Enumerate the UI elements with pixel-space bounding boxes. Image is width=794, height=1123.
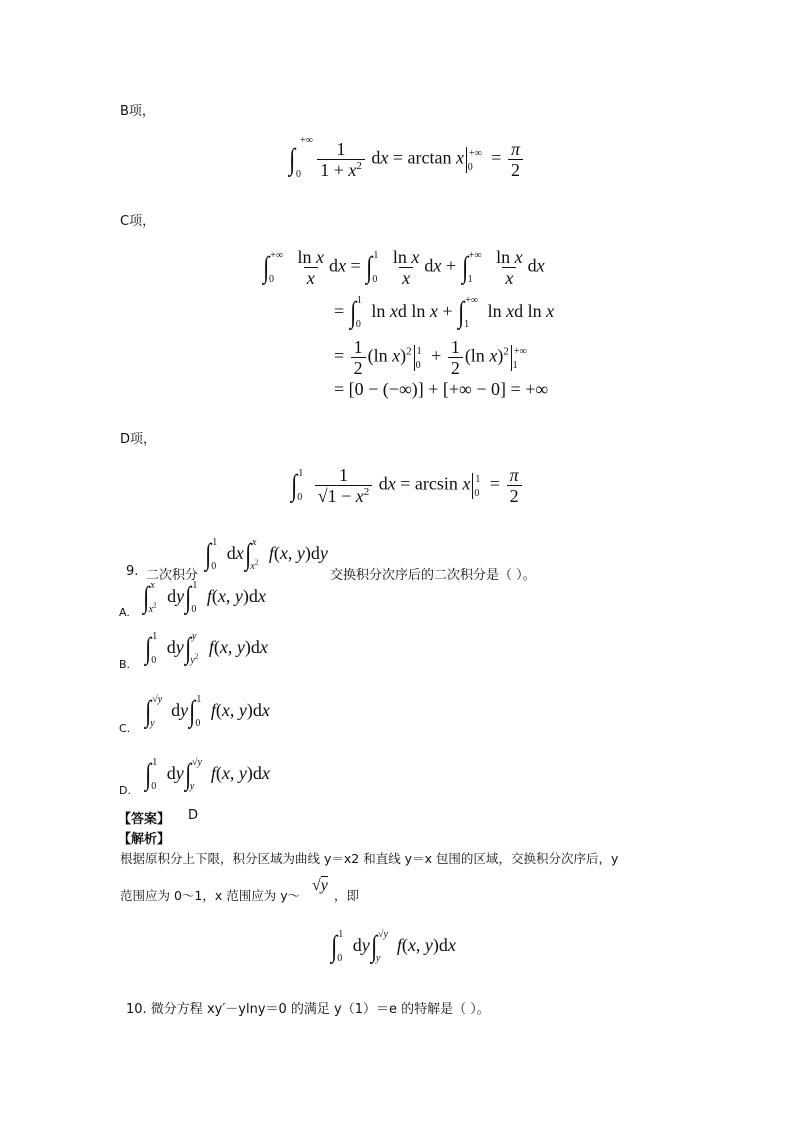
answer-value: D xyxy=(188,808,199,823)
question9-trail: 交换积分次序后的二次积分是（ ）。 xyxy=(330,568,536,583)
option-d-label: D. xyxy=(119,784,131,797)
analysis-label: 【解析】 xyxy=(118,832,171,847)
analysis-sqrt-y: √y xyxy=(312,877,328,894)
formula-b: ∫ +∞ 0 $\frac{1}{1 + x^2}$ dx = arctan x +∞$_0$ = $\frac{\pi}{2}$ xyxy=(288,140,525,179)
formula-d: ∫$^1_0$ $\frac{1}{√1 - x^2}$ dx = arcsin x $^1_0$ = $\frac{\pi}{2}$ xyxy=(290,466,524,505)
option-a-integral: ∫$^x_{x^2}$ dy∫$^1_0$ f(x, y)dx xyxy=(143,580,266,616)
formula-c-line2: = ∫$^1_0$ ln xd $\ln x + \int^{+\infty}_1$ ln xd ln x xyxy=(334,295,555,331)
analysis-result-integral: ∫$^1_0$ dy∫$^{√y}_y$ f(x, y)dx xyxy=(331,929,456,965)
analysis-line1: 根据原积分上下限，积分区域为曲线 y＝x2 和直线 y＝x 包围的区域，交换积分次序后，y xyxy=(120,851,619,866)
option-a-label: A. xyxy=(119,606,130,619)
question10-text: 10. 微分方程 xy′－ylny＝0 的满足 y（1）＝e 的特解是（ ）。 xyxy=(126,1002,490,1017)
formula-c-line1: $\int^{+\infty}_0$ $\frac{\text{ln x}}{x}$ dx = ∫$^1_0$ $\frac{\text{ln x}}{x}$ dx + $\int^{+\infty}_1$ $\frac{\text{ln x}}{x}$ dx xyxy=(263,247,545,288)
section-d-label: D项， xyxy=(120,432,157,447)
section-b-label: B项， xyxy=(120,104,155,119)
question9-integral: ∫$^1_0$ dx∫$^x_{x^2}$ f(x, y)dy xyxy=(205,537,328,573)
answer-label: 【答案】 xyxy=(118,812,171,827)
option-b-integral: ∫$^1_0$ dy∫$^y_{y^2}$ f(x, y)dx xyxy=(145,631,268,667)
question9-number: 9. xyxy=(126,564,139,579)
analysis-line2: 范围应为 0～1，x 范围应为 y～ xyxy=(120,888,301,903)
option-c-integral: ∫$^{√y}_y$ dy∫$^1_0$ f(x, y)dx xyxy=(145,694,270,730)
option-d-integral: ∫$^1_0$ dy∫$^{√y}_y$ f(x, y)dx xyxy=(145,757,270,793)
section-c-label: C项， xyxy=(120,214,156,229)
formula-c-line4: = [0 − (−∞)] + [+∞ − 0] = +∞ xyxy=(334,379,549,399)
question9-lead: 二次积分 xyxy=(146,568,199,583)
analysis-line2-end: ，即 xyxy=(334,888,360,903)
formula-c-line3: = $\frac{1}{2}$ (ln x)$^2$ $^1_0$ + $\frac{1}{2}$ (ln x)$^2$ +∞$_1$ xyxy=(334,337,527,378)
option-b-label: B. xyxy=(119,658,131,671)
option-c-label: C. xyxy=(119,722,131,735)
